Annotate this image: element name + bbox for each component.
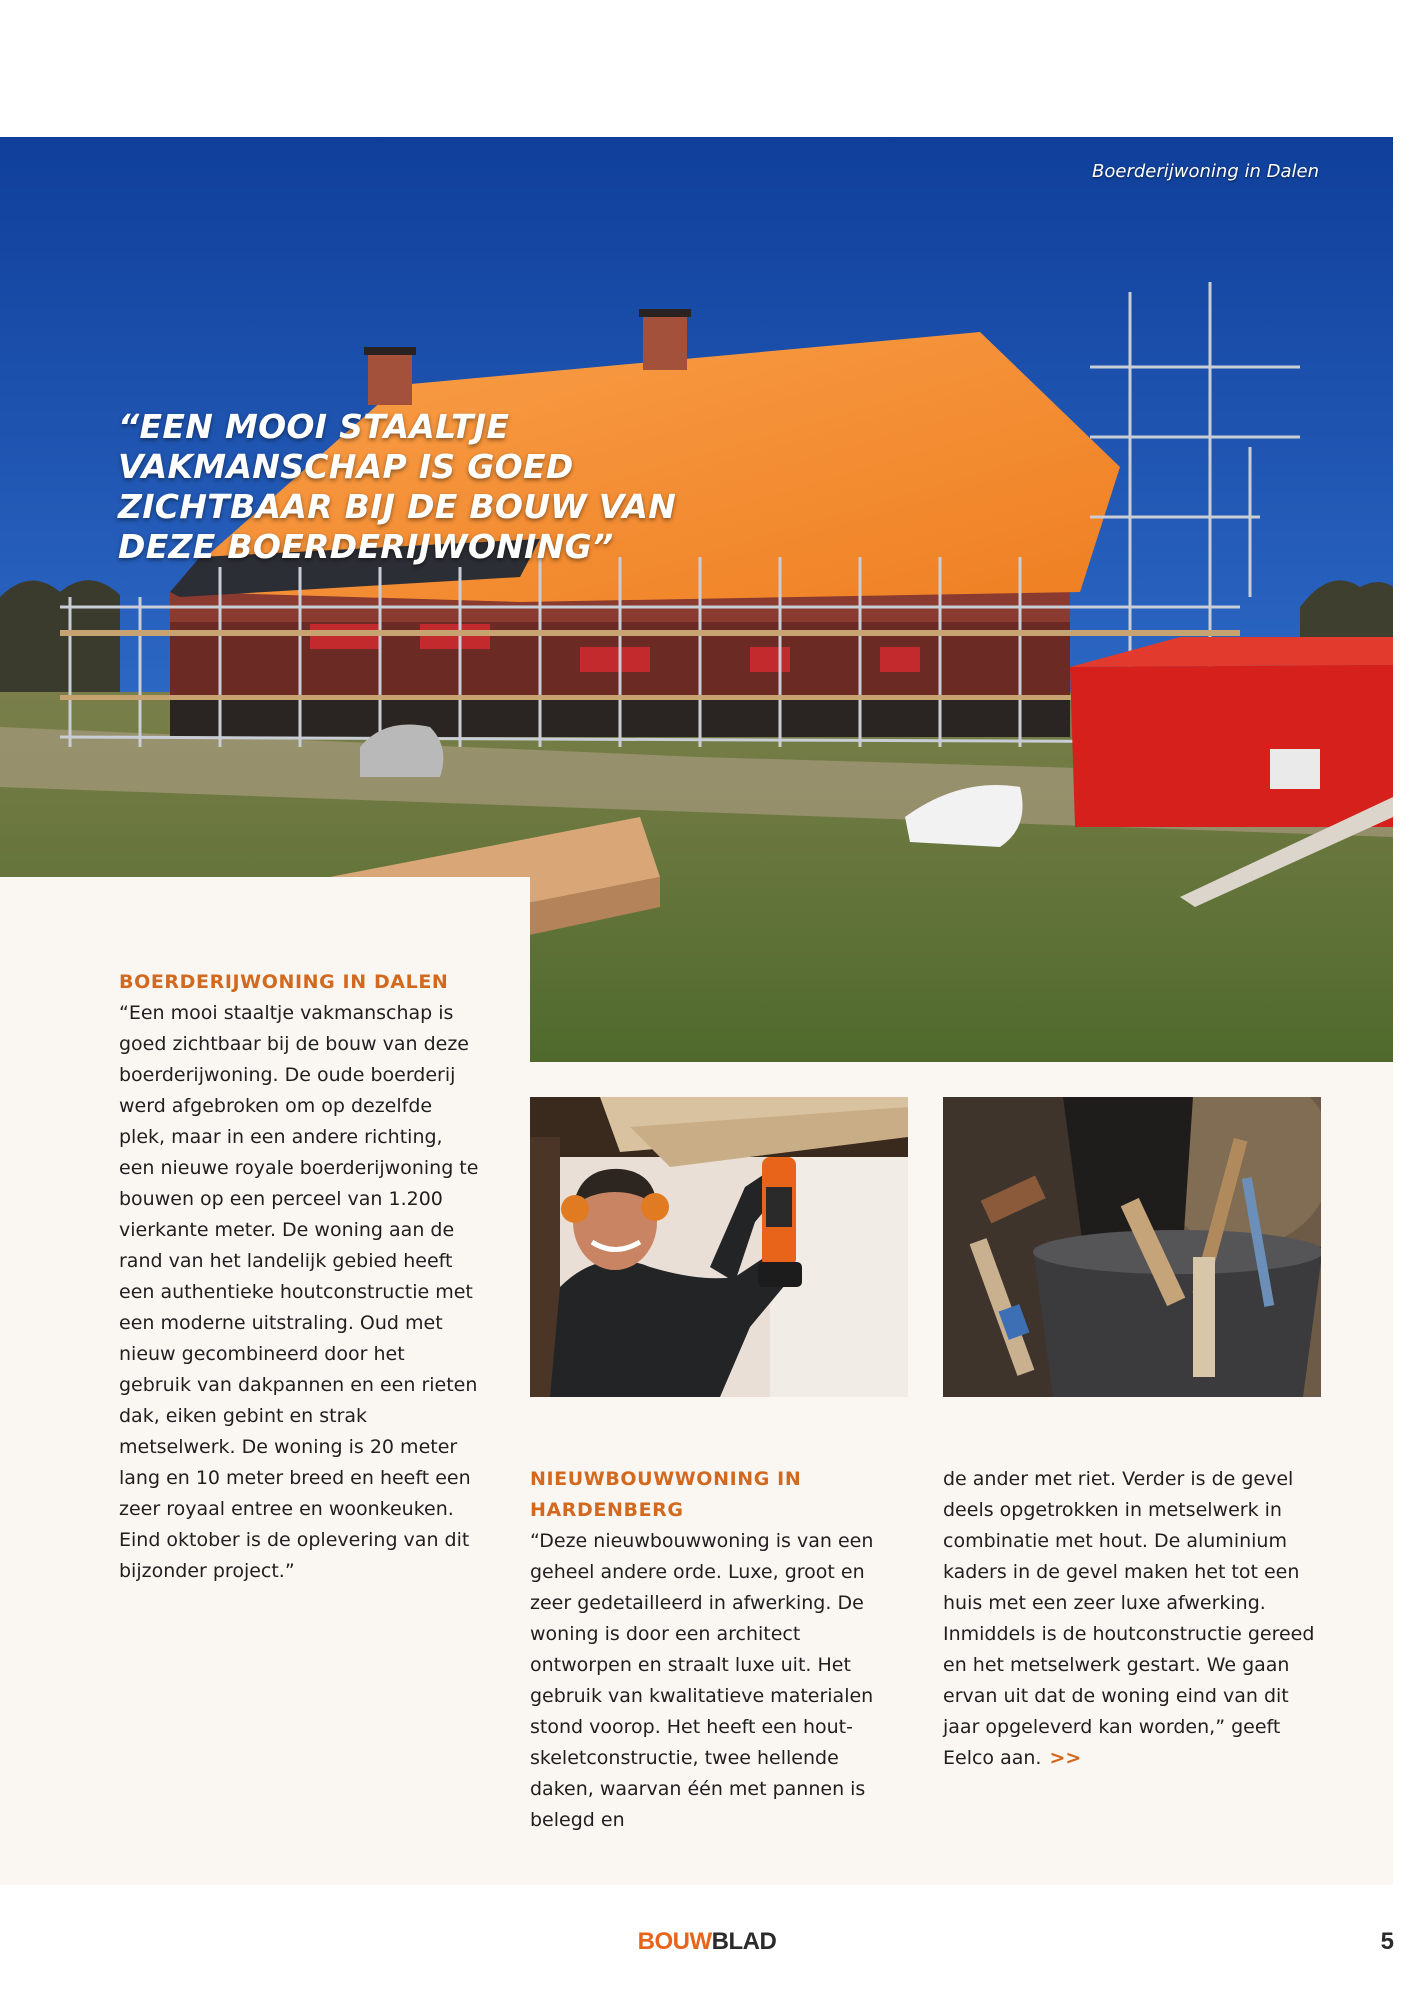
bouwblad-logo — [0, 1928, 1414, 1956]
article-body-part2 — [943, 1464, 1323, 1774]
worker-photo — [530, 1097, 908, 1397]
hero-caption: Boerderijwoning in Dalen — [1092, 161, 1319, 182]
continue-arrow[interactable]: >> — [1049, 1747, 1082, 1769]
tools-bucket-illustration — [943, 1097, 1321, 1397]
article-heading: NIEUWBOUWWONING IN HARDENBERG — [530, 1468, 802, 1521]
article-hardenberg-continued — [943, 1464, 1323, 1774]
pull-quote: “EEN MOOI STAALTJE VAKMANSCHAP IS GOED ZICHTBAAR BIJ DE BOUW VAN DEZE BOERDERIJWONING” — [118, 407, 677, 566]
article-dalen — [119, 967, 479, 1587]
worker-illustration — [530, 1097, 908, 1397]
article-hardenberg — [530, 1464, 900, 1836]
article-body-part1: “Deze nieuwbouwwoning is van een geheel andere orde. Luxe, groot en zeer gedetailleerd in afwerking. De woning is door een architect ontworpen en straalt luxe uit. Het gebruik van kwalitatieve materialen stond voorop. Het heeft een hout-skeletconstructie, twee hellende daken, waarvan één met pannen is belegd en — [530, 1530, 874, 1831]
tools-bucket-photo — [943, 1097, 1321, 1397]
logo-part-blad: BLAD — [711, 1928, 777, 1955]
logo-part-bouw: BOUW — [637, 1928, 712, 1955]
article-heading: BOERDERIJWONING IN DALEN — [119, 971, 449, 993]
article-body: “Een mooi staaltje vakmanschap is goed zichtbaar bij de bouw van deze boerderijwoning. De oude boerderij werd afgebroken om op dezelfde plek, maar in een andere richting, een nieuwe royale boerderijwoning te bouwen op een perceel van 1.200 vierkante meter. De woning aan de rand van het landelijk gebied heeft een authentieke houtconstructie met een moderne uitstraling. Oud met nieuw gecombineerd door het gebruik van dakpannen en een rieten dak, eiken gebint en strak metselwerk. De woning is 20 meter lang en 10 meter breed en heeft een zeer royaal entree en woonkeuken. Eind oktober is de oplevering van dit bijzonder project.” — [119, 1002, 479, 1582]
article-body-text: de ander met riet. Verder is de gevel deels opgetrokken in metselwerk in combinatie met hout. De aluminium kaders in de gevel maken het tot een huis met een zeer luxe afwerking. Inmiddels is de houtconstructie gereed en het metselwerk gestart. We gaan ervan uit dat de woning eind van dit jaar opgeleverd kan worden,” geeft Eelco aan. — [943, 1468, 1315, 1769]
page-number: 5 — [1380, 1928, 1394, 1955]
